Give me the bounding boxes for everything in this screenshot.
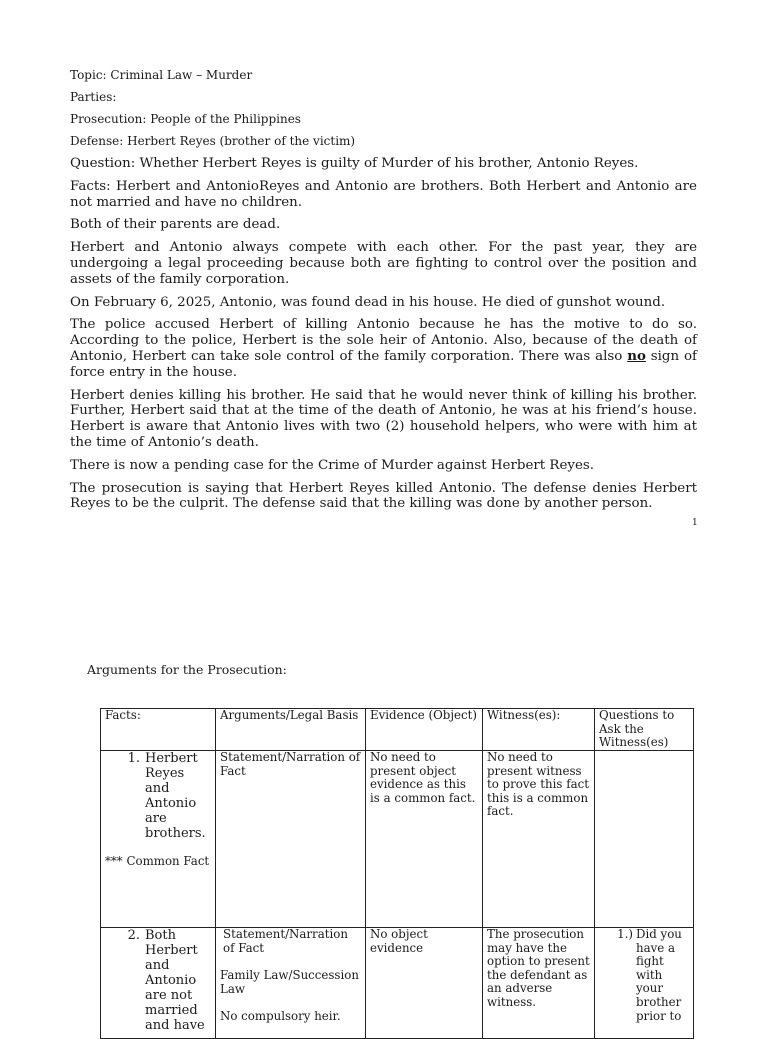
document-page-1 bbox=[70, 68, 697, 519]
prosecution-line: Prosecution: People of the Philippines bbox=[70, 112, 301, 126]
evidence-cell: No need to present object evidence as this is a common fact. bbox=[366, 751, 483, 928]
table-row bbox=[101, 751, 694, 928]
parties-line: Parties: bbox=[70, 90, 117, 104]
fact-text: Both Herbert and Antonio are not married and have bbox=[145, 928, 205, 1033]
question-text: Did you have a fight with your brother prior to bbox=[636, 927, 682, 1023]
header-questions: Questions to Ask the Witness(es) bbox=[595, 709, 694, 751]
header-arguments: Arguments/Legal Basis bbox=[216, 709, 366, 751]
questions-cell bbox=[595, 751, 694, 928]
page-number: 1 bbox=[692, 518, 698, 528]
police-text-a: The police accused Herbert of killing Antonio because he has the motive to do so. According to the police, Herbert is the sole heir of Antonio. Also, because of the death of Antonio, Herbert can take sole control of the family corporation. There was also bbox=[70, 317, 697, 364]
fact-list-item bbox=[105, 751, 211, 841]
compete-paragraph: Herbert and Antonio always compete with each other. For the past year, they are undergoing a legal proceeding because both are fighting to control over the position and assets of the family corporation. bbox=[70, 240, 697, 287]
argument-cell bbox=[216, 928, 366, 1039]
police-paragraph bbox=[70, 317, 697, 380]
fact-text: Herbert Reyes and Antonio are brothers. bbox=[145, 751, 206, 841]
defense-line: Defense: Herbert Reyes (brother of the victim) bbox=[70, 134, 356, 148]
argument-line: No compulsory heir. bbox=[220, 1009, 341, 1024]
arguments-heading: Arguments for the Prosecution: bbox=[87, 662, 287, 677]
facts-paragraph: Facts: Herbert and AntonioReyes and Antonio are brothers. Both Herbert and Antonio are not married and have no children. bbox=[70, 178, 697, 210]
evidence-cell: No object evidence bbox=[366, 928, 483, 1039]
question-list-item bbox=[599, 928, 689, 1023]
table-row bbox=[101, 928, 694, 1039]
fact-list-item bbox=[105, 928, 211, 1033]
police-text-b: sign of force entry in the house. bbox=[70, 348, 697, 380]
question-number: 1.) bbox=[617, 927, 633, 941]
fact-cell bbox=[101, 928, 216, 1039]
witness-cell: The prosecution may have the option to present the defendant as an adverse witness. bbox=[483, 928, 595, 1039]
prosecution-saying-paragraph: The prosecution is saying that Herbert Reyes killed Antonio. The defense denies Herbert Reyes to be the culprit. The defense said that the killing was done by another person. bbox=[70, 480, 697, 512]
question-paragraph: Question: Whether Herbert Reyes is guilty of Murder of his brother, Antonio Reyes. bbox=[70, 156, 639, 171]
argument-cell: Statement/Narration of Fact bbox=[216, 751, 366, 928]
header-evidence: Evidence (Object) bbox=[366, 709, 483, 751]
topic-line: Topic: Criminal Law – Murder bbox=[70, 68, 253, 82]
fact-number: 1. bbox=[127, 751, 140, 766]
fact-cell bbox=[101, 751, 216, 928]
emphasis-no: no bbox=[627, 347, 646, 364]
common-fact-note: *** Common Fact bbox=[105, 854, 210, 868]
pending-paragraph: There is now a pending case for the Crime of Murder against Herbert Reyes. bbox=[70, 457, 595, 473]
header-witnesses: Witness(es): bbox=[483, 709, 595, 751]
table-header-row bbox=[101, 709, 694, 751]
questions-cell bbox=[595, 928, 694, 1039]
parents-paragraph: Both of their parents are dead. bbox=[70, 217, 281, 233]
argument-line: Family Law/Succession Law bbox=[220, 968, 359, 996]
arguments-table bbox=[100, 708, 694, 1039]
header-facts: Facts: bbox=[101, 709, 216, 751]
witness-cell: No need to present witness to prove this fact this is a common fact. bbox=[483, 751, 595, 928]
argument-line: Statement/Narration of Fact bbox=[223, 927, 348, 955]
denies-paragraph: Herbert denies killing his brother. He said that he would never think of killing his brother. Further, Herbert said that at the time of the death of Antonio, he was at his friend’s house. Herbert is aware that Antonio lives with two (2) household helpers, who were with him at the time of Antonio’s death. bbox=[70, 387, 697, 450]
found-dead-paragraph: On February 6, 2025, Antonio, was found dead in his house. He died of gunshot wound. bbox=[70, 294, 666, 310]
fact-number: 2. bbox=[127, 928, 140, 943]
